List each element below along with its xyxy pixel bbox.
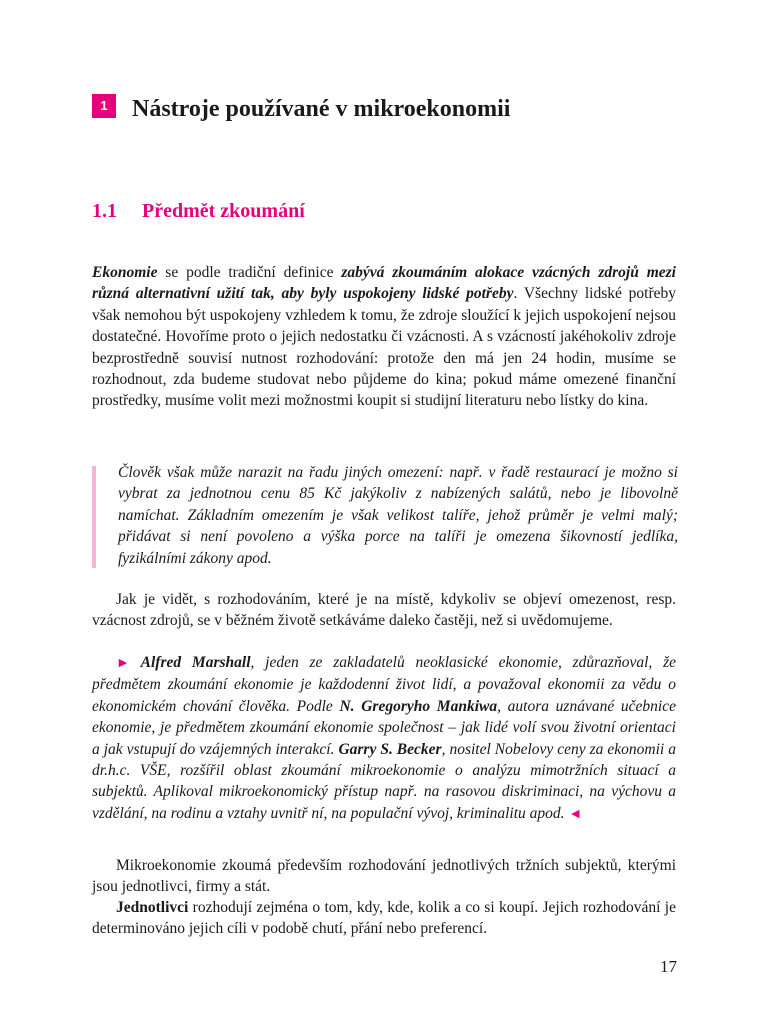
paragraph-definition xyxy=(92,262,676,412)
arrow-start-icon: ► xyxy=(116,656,130,671)
arrow-end-icon: ◄ xyxy=(568,806,583,822)
name-mankiw: N. Gregoryho Mankiwa xyxy=(339,697,498,715)
term-jednotlivci: Jednotlivci xyxy=(116,899,189,916)
callout-bar xyxy=(92,466,96,568)
page-number: 17 xyxy=(660,957,677,976)
chapter-title: Nástroje používané v mikroekonomii xyxy=(132,96,511,122)
name-becker: Garry S. Becker xyxy=(338,740,442,758)
paragraph-microeconomics: Mikroekonomie zkoumá především rozhodování jednotlivých tržních subjektů, kterými jsou jednotlivci, firmy a stát. xyxy=(92,857,676,896)
paragraph-text: . Všechny lidské potřeby však nemohou být uspokojeny vzhledem k tomu, že zdroje sloužící k jejich uspokojení nejsou dostatečné. Hovoříme proto o jejich nedostatku či vzácnosti. A s vzácností jakéhokoliv zdroje bezprostředně souvisí nutnost rozhodování: protože den má jen 24 hodin, musíme se rozhodnout, zda budeme studovat nebo půjdeme do kina; pokud máme omezené finanční prostředky, musíme volit mezi možnostmi koupit si studijní literaturu nebo lístky do kina. xyxy=(92,285,677,410)
section-title: Předmět zkoumání xyxy=(142,200,305,222)
paragraph-text: rozhodují zejména o tom, kdy, kde, kolik a co si koupí. Jejich rozhodování je determinováno jejich cíli v podobě chutí, přání nebo preferencí. xyxy=(92,899,676,938)
term-ekonomie: Ekonomie xyxy=(92,264,158,281)
callout-text: Člověk však může narazit na řadu jiných omezení: např. v řadě restaurací je možno si vybrat za jednotnou cenu 85 Kč jakýkoliv z nabízených salátů, nebo je libovolně namíchat. Základním omezením je však velikost talíře, jehož průměr je velmi malý; přidávat si není povoleno a výška porce na talíři je omezena šikovností jedlíka, fyzikálními zákony apod. xyxy=(118,464,678,567)
paragraph-text: , autora uznávané učebnice ekonomie, je předmětem zkoumání ekonomie společnost – jak lidé volí svou životní orientaci a jak vstupují do vzájemných interakcí. xyxy=(92,697,676,758)
paragraph-text: , jeden ze zakladatelů neoklasické ekonomie, zdůrazňoval, že předmětem zkoumání ekonomie je každodenní život lidí, a považoval ekonomii za vědu o ekonomickém chování člověka. Podle xyxy=(92,654,676,715)
section-heading xyxy=(92,198,305,224)
paragraph-decision: Jak je vidět, s rozhodováním, které je na místě, kdykoliv se objeví omezenost, resp. vzácnost zdrojů, se v běžném životě setkáváme daleko častěji, než si uvědomujeme. xyxy=(92,591,676,630)
chapter-number-badge: 1 xyxy=(92,94,116,118)
section-number: 1.1 xyxy=(92,200,117,222)
definition-text: zabývá zkoumáním alokace vzácných zdrojů mezi různá alternativní užití tak, aby byly uspokojeny lidské potřeby xyxy=(92,264,676,303)
paragraph-text: se podle tradiční definice xyxy=(157,264,342,281)
paragraph-economists xyxy=(92,652,676,825)
paragraph-text: , nositel Nobelovy ceny za ekonomii a dr.h.c. VŠE, rozšířil oblast zkoumání mikroekonomie o analýzu mimotržních situací a subjektů. Aplikoval mikroekonomický přístup např. na rasovou diskriminaci, na výchovu a vzdělání, na rodinu a vztahy uvnitř ní, na populační vývoj, kriminalitu apod. xyxy=(92,740,676,822)
paragraph-individuals xyxy=(92,897,676,940)
name-marshall: Alfred Marshall xyxy=(140,654,251,671)
